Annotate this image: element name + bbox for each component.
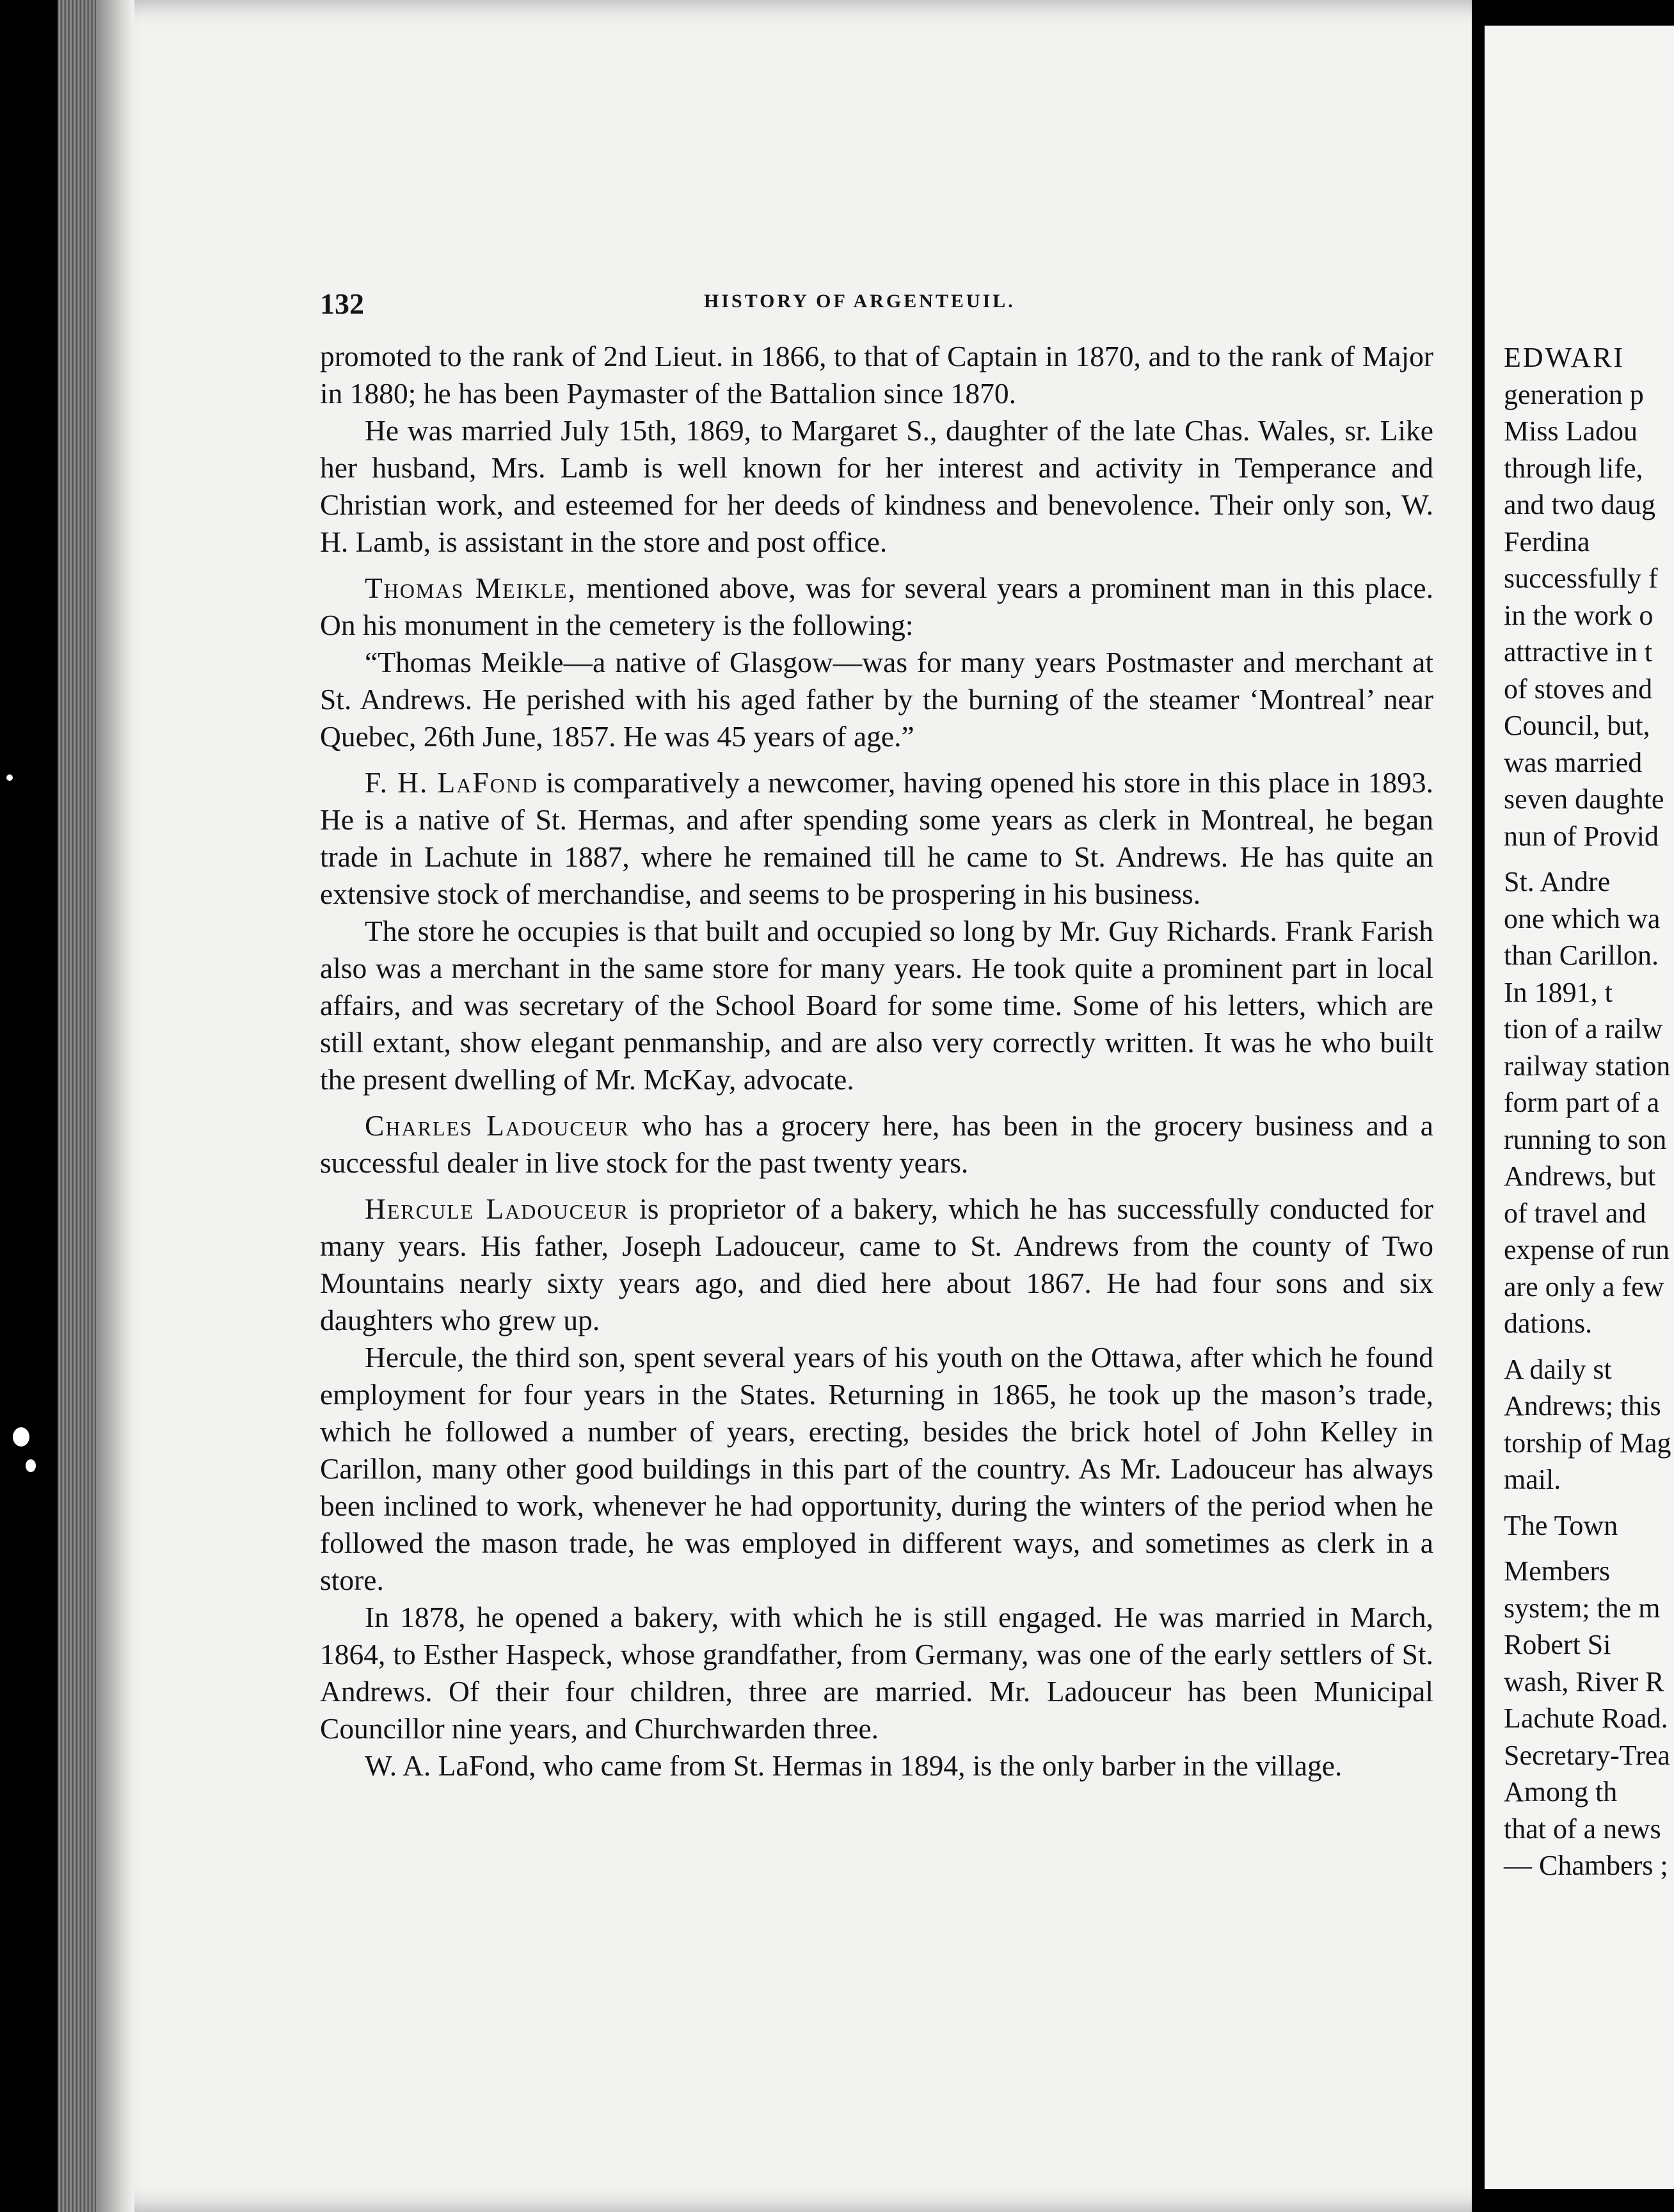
right-page-line: Lachute Road.: [1504, 1703, 1668, 1734]
right-page-line: EDWARI: [1504, 342, 1625, 373]
right-page-line: Robert Si: [1504, 1629, 1611, 1660]
right-page-line: St. Andre: [1504, 866, 1611, 897]
right-page-line: dations.: [1504, 1308, 1593, 1339]
right-page-line: running to son: [1504, 1123, 1667, 1155]
paragraph-lead-name: Hercule Ladouceur: [365, 1192, 629, 1225]
right-page-line: seven daughte: [1504, 783, 1664, 815]
page-number: 132: [320, 287, 364, 320]
right-page-line: Members: [1504, 1555, 1611, 1587]
right-page-line: In 1891, t: [1504, 976, 1613, 1008]
right-page-line: mail.: [1504, 1464, 1561, 1495]
left-page-body: [320, 338, 1433, 1784]
paragraph: [320, 764, 1433, 913]
right-page-line: A daily st: [1504, 1353, 1612, 1385]
right-page-line: system; the m: [1504, 1592, 1661, 1624]
right-page-line: generation p: [1504, 378, 1644, 410]
right-page-line: Ferdina: [1504, 525, 1590, 557]
paragraph: [320, 1107, 1433, 1182]
paragraph-text: In 1878, he opened a bakery, with which he is still engaged. He was married in March, 1864, to Esther Haspeck, whose grandfather, from Germany, was one of the early settlers of St. Andrews. Of their four children, three are married. Mr. Ladouceur has been Municipal Councillor nine years, and Churchwarden three.: [320, 1601, 1433, 1745]
scan-speck: [6, 774, 13, 781]
paragraph: [320, 913, 1433, 1098]
paragraph-lead-name: Charles Ladouceur: [365, 1109, 630, 1142]
right-page-line: of travel and: [1504, 1197, 1646, 1229]
right-page-line: Miss Ladou: [1504, 415, 1638, 447]
right-page-line: in the work o: [1504, 599, 1654, 631]
right-page-line: one which wa: [1504, 902, 1661, 934]
right-page-line: railway station: [1504, 1050, 1671, 1082]
right-page-line: expense of run: [1504, 1234, 1670, 1265]
right-page-line: torship of Mag: [1504, 1427, 1671, 1459]
paragraph-lead-name: F. H. LaFond: [365, 766, 539, 799]
scan-speck: [13, 1427, 29, 1447]
running-head: [320, 287, 1674, 319]
right-page-line: are only a few: [1504, 1270, 1664, 1302]
right-page-line: that of a news: [1504, 1813, 1661, 1845]
right-page-line: successfully f: [1504, 563, 1658, 594]
paragraph: [320, 1747, 1433, 1784]
right-page-line: — Chambers ;: [1504, 1850, 1668, 1881]
paragraph: [320, 1339, 1433, 1599]
right-page-line: of stoves and: [1504, 673, 1653, 705]
running-head-title: HISTORY OF ARGENTEUIL.: [704, 291, 1016, 312]
paragraph-text: promoted to the rank of 2nd Lieut. in 1866, to that of Captain in 1870, and to the rank of Major in 1880; he has been Paymaster of the Battalion since 1870.: [320, 340, 1433, 410]
paragraph: [320, 1599, 1433, 1747]
paragraph: [320, 1190, 1433, 1339]
paragraph-text: mentioned above, was for several years a prominent man in this place. On his monument in the cemetery is the following:: [320, 572, 1434, 641]
right-page-line: The Town: [1504, 1509, 1618, 1541]
paragraph: [320, 412, 1433, 561]
paragraph: [320, 570, 1433, 644]
paragraph-lead-name: Thomas Meikle,: [365, 572, 577, 604]
right-page-line: and two daug: [1504, 489, 1656, 520]
right-page: [1485, 26, 1674, 2189]
paragraph-text: “Thomas Meikle—a native of Glasgow—was for many years Postmaster and merchant at St. Andrews. He perished with his aged father by the burning of the steamer ‘Montreal’ near Quebec, 26th June, 1857. He was 45 years of age.”: [320, 646, 1433, 753]
right-page-line: Council, but,: [1504, 710, 1650, 741]
paragraph-text: The store he occupies is that built and occupied so long by Mr. Guy Richards. Frank Farish also was a merchant in the same store for many years. He took quite a prominent part in local affairs, and was secretary of the School Board for some time. Some of his letters, which are still extant, show elegant penmanship, and are also very correctly written. It was he who built the present dwelling of Mr. McKay, advocate.: [320, 915, 1433, 1096]
right-page-line: wash, River R: [1504, 1665, 1664, 1697]
right-page-line: through life,: [1504, 452, 1643, 484]
right-page-line: Andrews; this: [1504, 1390, 1661, 1422]
right-page-line: nun of Provid: [1504, 820, 1659, 852]
paragraph-text: is comparatively a newcomer, having opened his store in this place in 1893. He is a native of St. Hermas, and after spending some years as clerk in Montreal, he began trade in Lachute in 1887, where he remained till he came to St. Andrews. He has quite an extensive stock of merchandise, and seems to be prospering in his business.: [320, 766, 1433, 910]
right-page-line: Secretary-Trea: [1504, 1739, 1670, 1771]
paragraph-text: is proprietor of a bakery, which he has successfully conducted for many years. His father, Joseph Ladouceur, came to St. Andrews from the county of Two Mountains nearly sixty years ago, and died here about 1867. He had four sons and six daughters who grew up.: [320, 1192, 1433, 1336]
paragraph: [320, 338, 1433, 412]
right-page-line: form part of a: [1504, 1087, 1660, 1118]
right-page-line: tion of a railw: [1504, 1013, 1663, 1045]
paragraph-text: who has a grocery here, has been in the grocery business and a successful dealer in live stock for the past twenty years.: [320, 1109, 1433, 1179]
right-page-line: Among th: [1504, 1776, 1618, 1807]
right-page-text: [1504, 339, 1674, 1884]
paragraph-text: He was married July 15th, 1869, to Margaret S., daughter of the late Chas. Wales, sr. Like her husband, Mrs. Lamb is well known for her interest and activity in Temperance and Christian work, and esteemed for her deeds of kindness and benevolence. Their only son, W. H. Lamb, is assistant in the store and post office.: [320, 414, 1433, 558]
scan-speck: [26, 1459, 36, 1472]
right-page-line: attractive in t: [1504, 636, 1653, 668]
right-page-line: Andrews, but: [1504, 1160, 1656, 1192]
right-page-line: was married: [1504, 746, 1643, 778]
paragraph-text: W. A. LaFond, who came from St. Hermas in 1894, is the only barber in the village.: [365, 1749, 1343, 1782]
paragraph-text: Hercule, the third son, spent several years of his youth on the Ottawa, after which he found employment for four years in the States. Returning in 1865, he took up the mason’s trade, which he followed a number of years, erecting, besides the brick hotel of John Kelley in Carillon, many other good buildings in this part of the country. As Mr. Ladouceur has always been inclined to work, whenever he had opportunity, during the winters of the period when he followed the mason trade, he was employed in different ways, and sometimes as clerk in a store.: [320, 1341, 1433, 1596]
paragraph: [320, 644, 1433, 755]
right-page-line: than Carillon.: [1504, 940, 1659, 971]
